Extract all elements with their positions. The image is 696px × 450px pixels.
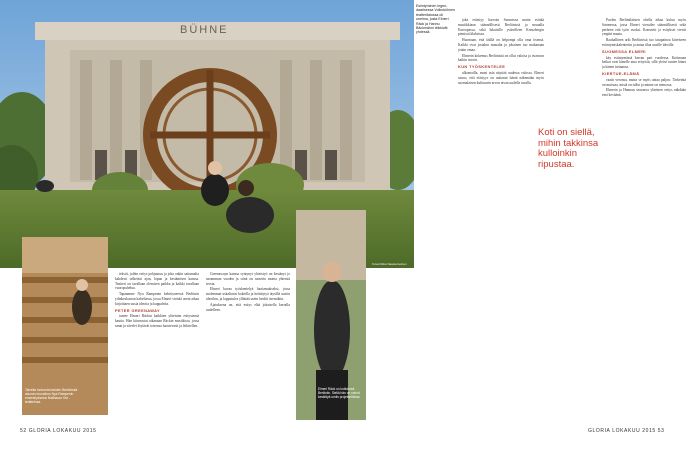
main-photo-caption: [416, 4, 456, 35]
subhead: KUN TYÖSKENTELEE: [458, 64, 506, 70]
building-sign: BÜHNE: [180, 24, 229, 36]
article-column-1: tekstit, joihin esitys pohjautuu ja joka onkin sattumalta kahdesti selkeästi ajan, lopun ja kestämisen kanssa. Teatteri on tavallaan olemisen paikka ja kaikki tavallaan vuoropuhelua. Tapaamme Nya Rampenin kehittyneessä Berliinin ydinkeskustan kahvilassa, jossa Elmeri viettää usein aikaa kirjoittaen uusia ideoita ja kappaleita. PETER GREENAWAY tuntee Elmeri Räckin kaikkien yhteisten esitystensä kautta. Hän kiinnostui aikanaan Räckin musiikista, jossa sanat ja sävelet löytävät toisensa luontevasti ja leikitellen.: [115, 272, 199, 328]
portrait-caption: Elmeri Räck on kotiutunut Berliiniin. Siellä hän on voinut keskittyä omiin projekteihinsa.: [318, 387, 361, 399]
subhead: SUOMESSA ELMERI: [602, 48, 646, 54]
pull-quote: Koti on siellä, mihin takkinsa kulloinkin ripustaa.: [538, 127, 599, 170]
subhead: PETER GREENAWAY: [115, 307, 160, 313]
folio-left: 52 GLORIA LOKAKUU 2015: [20, 428, 97, 434]
article-column-2: Greenawayn kanssa syntynyt yhteistyö on kestänyt jo useamman vuoden ja siinä on tuotettu monta yhteistä teosta. Elmeri kuvaa työskentelyä luottamukseksi, jossa molemmat uskaltavat kokeilla ja heittäytyä täysillä uusiin ideoihin, ja lopputulos yllättää usein heidät itsensäkin. Ajatuksena on, että esitys elää jokaisella kerralla uudelleen.: [206, 272, 290, 312]
folio-right: GLORIA LOKAKUU 2015 53: [588, 428, 665, 434]
article-column-3: joka esiintyy harvoin Suomessa mutta esittää musiikkiaan säännöllisesti Berliinissä ja muualla Euroopassa, sekä lukuisille ystävilleen Kreuzbergin pienissä klubeissa. Huomaan, että täällä on helpompi olla oma itsensä. Kaikki ovat jostakin muualta ja jokainen tuo mukanaan jotain omaa. Elmerin kokemus Berliinistä on ollut valoisa ja avartava kaikin tavoin. KUN TYÖSKENTELEE ulkomailla, moni asia näyttää uudessa valossa. Elmeri sanoo, että etäisyys on auttanut häntä näkemään myös suomalaisen kulttuurin arvon aivan uudella tavalla.: [458, 18, 544, 85]
photo-credit: Kuvat Ilkka Saastamoinen: [372, 262, 407, 266]
left-photo-caption: Talvella tunnusta kahden Berliinissä asuvan muusikon Nya Rampenin ensiesitykseksi Balthasar Ost -teatterissa.: [25, 388, 78, 404]
caption-text: Esiintyminen legendaarisessa Volksbühnen teatteritalossa oli unelma, josta Elmeri Räck ja Hannu Bäckmänni leikkivät yhdessä.: [416, 4, 455, 35]
article-column-4: Puolen Berliiniläisten ohella aikaa kuluu myös Suomessa, jossa Elmeri vierailee säännöllisesti sekä perheen että työn vuoksi. Konsertit ja esitykset vievät ympäri maata. Rauhallinen arki Berliinissä tuo tasapainoa kiireiseen esiintymiskalenteriin ja antaa tilaa uusille ideoille. SUOMESSA ELMERI käy esiintymässä kerran pari vuodessa. Kotimaan keikat ovat hänelle aina erityisiä, sillä yleisö tuntee hänet ja hänen tarinansa. KIERTUE-ELÄMÄ vaatii veronsa, mutta se myös antaa paljon. Tärkeintä on muistaa, mistä on tullut ja minne on menossa. Elmerin ja Hannun seuraava yhteinen esitys nähdään ensi keväänä.: [602, 18, 686, 98]
subhead: KIERTUE-ELÄMÄ: [602, 70, 640, 76]
